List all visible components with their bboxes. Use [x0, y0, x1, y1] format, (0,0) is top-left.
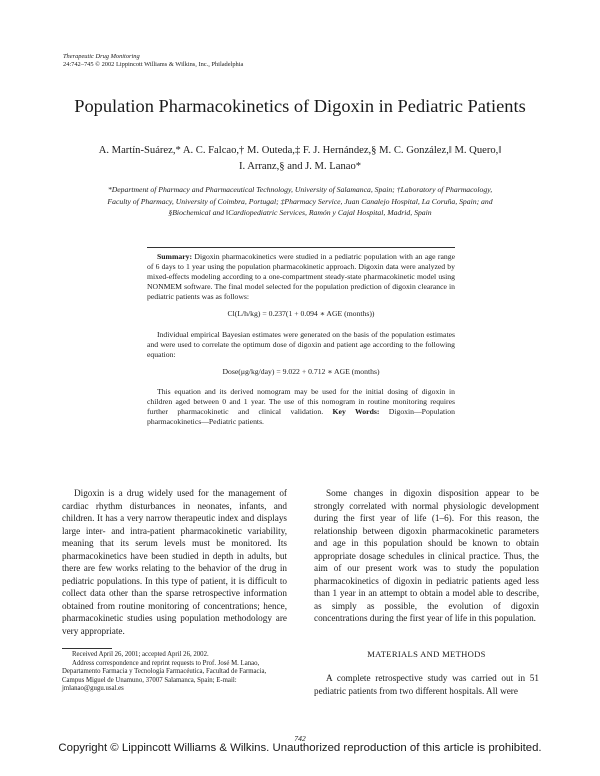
- right-column: [314, 487, 539, 625]
- journal-header: [63, 53, 243, 68]
- article-title: Population Pharmacokinetics of Digoxin in Pediatric Patients: [74, 96, 526, 116]
- journal-name: Therapeutic Drug Monitoring: [63, 53, 140, 60]
- copyright-notice: Copyright © Lippincott Williams & Wilkins. Unauthorized reproduction of this article is prohibited.: [58, 742, 542, 754]
- footnote-divider: [62, 648, 112, 649]
- affiliation-line-1: *Department of Pharmacy and Pharmaceutical Technology, University of Salamanca, Spain; †Laboratory of Pharmacology,: [107, 185, 493, 194]
- abstract-paragraph-2: Individual empirical Bayesian estimates were generated on the basis of the population estimates and were used to correlate the optimum dose of digoxin and patient age according to the following equation:: [147, 329, 455, 359]
- author-line-2: I. Arranz,§ and J. M. Lanao*: [238, 160, 362, 172]
- affiliation-line-3: §Biochemical and ‖Cardiopediatric Services, Ramón y Cajal Hospital, Madrid, Spain: [168, 208, 432, 218]
- journal-citation: 24:742–745 © 2002 Lippincott Williams & Wilkins, Inc., Philadelphia: [63, 60, 244, 68]
- abstract-paragraph-1: [147, 252, 455, 302]
- affiliations: [70, 184, 530, 219]
- abstract: [147, 252, 455, 427]
- affiliation-line-2: Faculty of Pharmacy, University of Coimbra, Portugal; ‡Pharmacy Service, Juan Canalejo Hospital, La Coruña, Spain; and: [107, 196, 493, 206]
- intro-paragraph-2: Some changes in digoxin disposition appear to be strongly correlated with normal physiologic development during the first year of life (1–6). For this reason, the relationship between digoxin pharmacokinetic parameters and age in this population should be known to obtain appropriate dosage schedules in clinical practice. Thus, the aim of our present work was to study the population pharmacokinetics of digoxin in pediatric patients aged less than 1 year in an attempt to obtain a model able to describe, as simply as possible, the evolution of digoxin concentrations during the first year of life in this population.: [314, 488, 539, 623]
- author-list: [60, 143, 540, 175]
- page-number: 742: [294, 734, 306, 743]
- clearance-equation: Cl(L/h/kg) = 0.237(1 + 0.094 ∗ AGE (months)): [227, 309, 375, 319]
- methods-paragraph-1: A complete retrospective study was carried out in 51 pediatric patients from two different hospitals. All were: [314, 673, 539, 696]
- abstract-text-3: This equation and its derived nomogram may be used for the initial dosing of digoxin in children aged between 0 and 1 year. The use of this nomogram in routine monitoring requires further pharmacokinetic and clinical validation.: [147, 386, 455, 417]
- footnote: [62, 651, 290, 694]
- keywords-label: Key Words:: [332, 407, 380, 417]
- methods-heading: MATERIALS AND METHODS: [367, 649, 486, 659]
- author-line-1: A. Martín-Suárez,* A. C. Falcao,† M. Outeda,‡ F. J. Hernández,§ M. C. González,‖ M. Quero,‖: [98, 145, 502, 156]
- intro-paragraph-1: Digoxin is a drug widely used for the management of cardiac rhythm disturbances in neonates, infants, and children. It has a very narrow therapeutic index and displays large inter- and intra-patient pharmacokinetic variability, meaning that its serum levels must be monitored. Its pharmacokinetics have been studied in depth in adults, but there are few works relating to the behavior of the drug in pediatric populations. In this type of patient, it is difficult to collect data other than the sparse retrospective information obtained from routine monitoring of concentrations; hence, pharmacokinetic studies using population methodology are very appropriate.: [62, 488, 287, 636]
- abstract-label: Summary:: [157, 252, 193, 261]
- methods-section: [314, 672, 539, 697]
- abstract-text-1: Digoxin pharmacokinetics were studied in a pediatric population with an age range of 6 days to 1 year using the population pharmacokinetic approach. Digoxin data were analyzed by mixed-effects modeling according to a one-compartment steady-state pharmacokinetic model using NONMEM software. The final model selected for the population prediction of digoxin clearance in pediatric patients was as follows:: [147, 252, 456, 302]
- abstract-divider: [147, 247, 455, 248]
- left-column: [62, 487, 287, 637]
- keywords: Digoxin—Population pharmacokinetics—Pediatric patients.: [147, 407, 455, 427]
- received-date: Received April 26, 2001; accepted April 26, 2002.: [72, 651, 209, 658]
- dose-equation: Dose(μg/kg/day) = 9.022 + 0.712 ∗ AGE (months): [222, 366, 380, 376]
- abstract-paragraph-3: [147, 387, 455, 427]
- correspondence-address: Address correspondence and reprint requests to Prof. José M. Lanao, Departamento Farmacia y Tecnología Farmacéutica, Facultad de Farmacia, Campus Miguel de Unamuno, 37007 Salamanca, Spain; E-mail: jmlanao@gugu.usal.es: [62, 659, 267, 693]
